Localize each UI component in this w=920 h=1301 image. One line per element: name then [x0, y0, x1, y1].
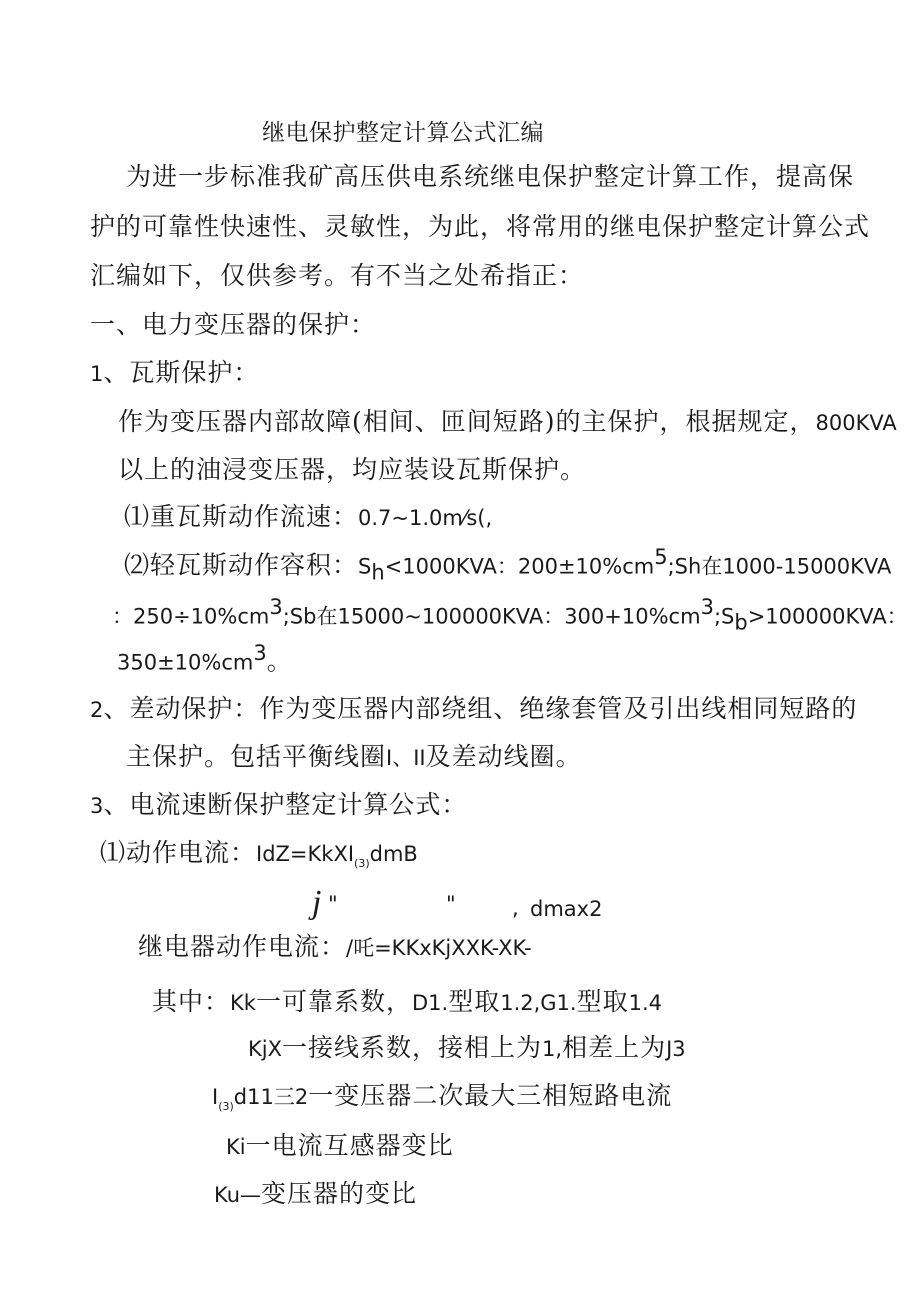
- formula-fragment-j: j: [312, 884, 323, 921]
- item3-heading: [90, 785, 467, 821]
- value-tail: ;Sh在1000-15000KVA: [667, 554, 892, 579]
- where-kjx: [248, 1028, 686, 1064]
- formula-fragment-dmax: dmax2: [530, 897, 603, 921]
- item1-desc-line-2: 以上的油浸变压器，均应装设瓦斯保护。: [118, 455, 587, 484]
- superscript: 3: [269, 595, 283, 619]
- light-gas-volume-line-2: [112, 595, 908, 634]
- text-a: 主保护。包括平衡线圈: [126, 742, 387, 771]
- value: <1000KVA：200±10%cm: [384, 554, 655, 579]
- value-2: 1.4: [628, 991, 663, 1015]
- desc: 一接线系数，接相上为: [282, 1033, 543, 1062]
- take-2: 型取: [576, 987, 629, 1016]
- subscript: b: [734, 610, 748, 635]
- value-c: ;S: [713, 604, 735, 629]
- desc: 一变压器二次最大三相短路电流: [308, 1081, 673, 1110]
- label: ⑴动作电流：: [100, 838, 257, 867]
- where-kk: [152, 982, 662, 1018]
- desc: 一电流互感器变比: [245, 1131, 454, 1160]
- document-title: 继电保护整定计算公式汇编: [262, 120, 544, 146]
- item2-line-1: [90, 689, 857, 725]
- text-b: I、II: [386, 746, 426, 770]
- superscript: 3: [700, 595, 714, 619]
- where-ku: [214, 1174, 417, 1210]
- symbol: KjX: [248, 1037, 282, 1061]
- where-i3: [212, 1076, 672, 1113]
- symbol: Kk: [230, 991, 256, 1015]
- take: 型取: [448, 987, 501, 1016]
- item-number: 1: [90, 362, 104, 386]
- symbol: Ki: [226, 1135, 246, 1159]
- item-number: 3: [90, 794, 104, 818]
- formula-tail: dmB: [369, 842, 418, 866]
- where-ki: [226, 1126, 454, 1162]
- item1-desc-line-1: [118, 402, 897, 438]
- relay-current-formula: [138, 927, 532, 963]
- label: 继电器动作电流：: [138, 932, 347, 961]
- text: 作为变压器内部故障(相间、匝间短路)的主保护，根据规定，: [118, 407, 816, 436]
- value-b: ;Sb在15000~100000KVA：300+10%cm: [282, 604, 701, 629]
- heavy-gas-flow: [124, 497, 492, 533]
- text-c: 及差动线圈。: [425, 742, 582, 771]
- desc-2: 相差上为: [562, 1033, 667, 1062]
- value-1: 1,: [542, 1037, 563, 1061]
- value: 0.7~1.0m⁄s(,: [358, 506, 493, 530]
- intro-line-1: 为进一步标准我矿高压供电系统继电保护整定计算工作，提高保: [126, 162, 855, 191]
- text: 、电流速断保护整定计算公式：: [103, 790, 468, 819]
- formula-fragment-quote-1: ": [328, 892, 338, 916]
- superscript: 3: [253, 641, 267, 665]
- period: 。: [266, 646, 293, 676]
- value-d: >100000KVA：: [747, 604, 908, 629]
- value: 800KVA: [815, 411, 897, 435]
- intro-line-3: 汇编如下，仅供参考。有不当之处希指正：: [90, 261, 585, 290]
- s-subscript: h: [371, 560, 385, 585]
- section-heading: 一、电力变压器的保护：: [90, 310, 377, 339]
- formula: /吒=KKxKjXXK-XK-: [346, 936, 532, 960]
- desc: 一可靠系数，: [255, 987, 412, 1016]
- subscript: (3): [218, 1100, 234, 1113]
- subscript: (3): [354, 857, 370, 870]
- label: ⑴重瓦斯动作流速：: [124, 502, 359, 531]
- symbol: Ku—: [214, 1183, 262, 1207]
- value-a: ：250÷10%cm: [112, 604, 270, 629]
- formula: IdZ=KkXI: [256, 842, 355, 866]
- type-1: D1.: [411, 991, 449, 1015]
- text: 、差动保护：作为变压器内部绕组、绝缘套管及引出线相同短路的: [103, 694, 858, 723]
- formula-fragment-quote-2: ": [446, 892, 456, 916]
- formula-fragment-comma: ,: [512, 896, 519, 920]
- item2-line-2: [126, 737, 582, 773]
- value-2: J3: [666, 1037, 686, 1061]
- intro-line-2: 护的可靠性快速性、灵敏性，为此，将常用的继电保护整定计算公式: [90, 212, 871, 241]
- label: ⑵轻瓦斯动作容积：: [124, 550, 359, 580]
- label: 其中：: [152, 987, 231, 1016]
- light-gas-volume-line-1: [124, 545, 891, 584]
- operating-current-formula: [100, 833, 418, 870]
- symbol-tail: d11三2: [233, 1085, 309, 1109]
- superscript: 5: [654, 545, 668, 569]
- light-gas-volume-line-3: [117, 641, 293, 677]
- item1-heading: [90, 353, 259, 389]
- value: 350±10%cm: [117, 650, 254, 675]
- s-symbol: S: [358, 554, 372, 579]
- value-1: 1.2,G1.: [500, 991, 577, 1015]
- desc: 变压器的变比: [261, 1179, 418, 1208]
- item-heading-text: 、瓦斯保护：: [103, 358, 260, 387]
- symbol: I: [212, 1085, 219, 1109]
- item-number: 2: [90, 698, 104, 722]
